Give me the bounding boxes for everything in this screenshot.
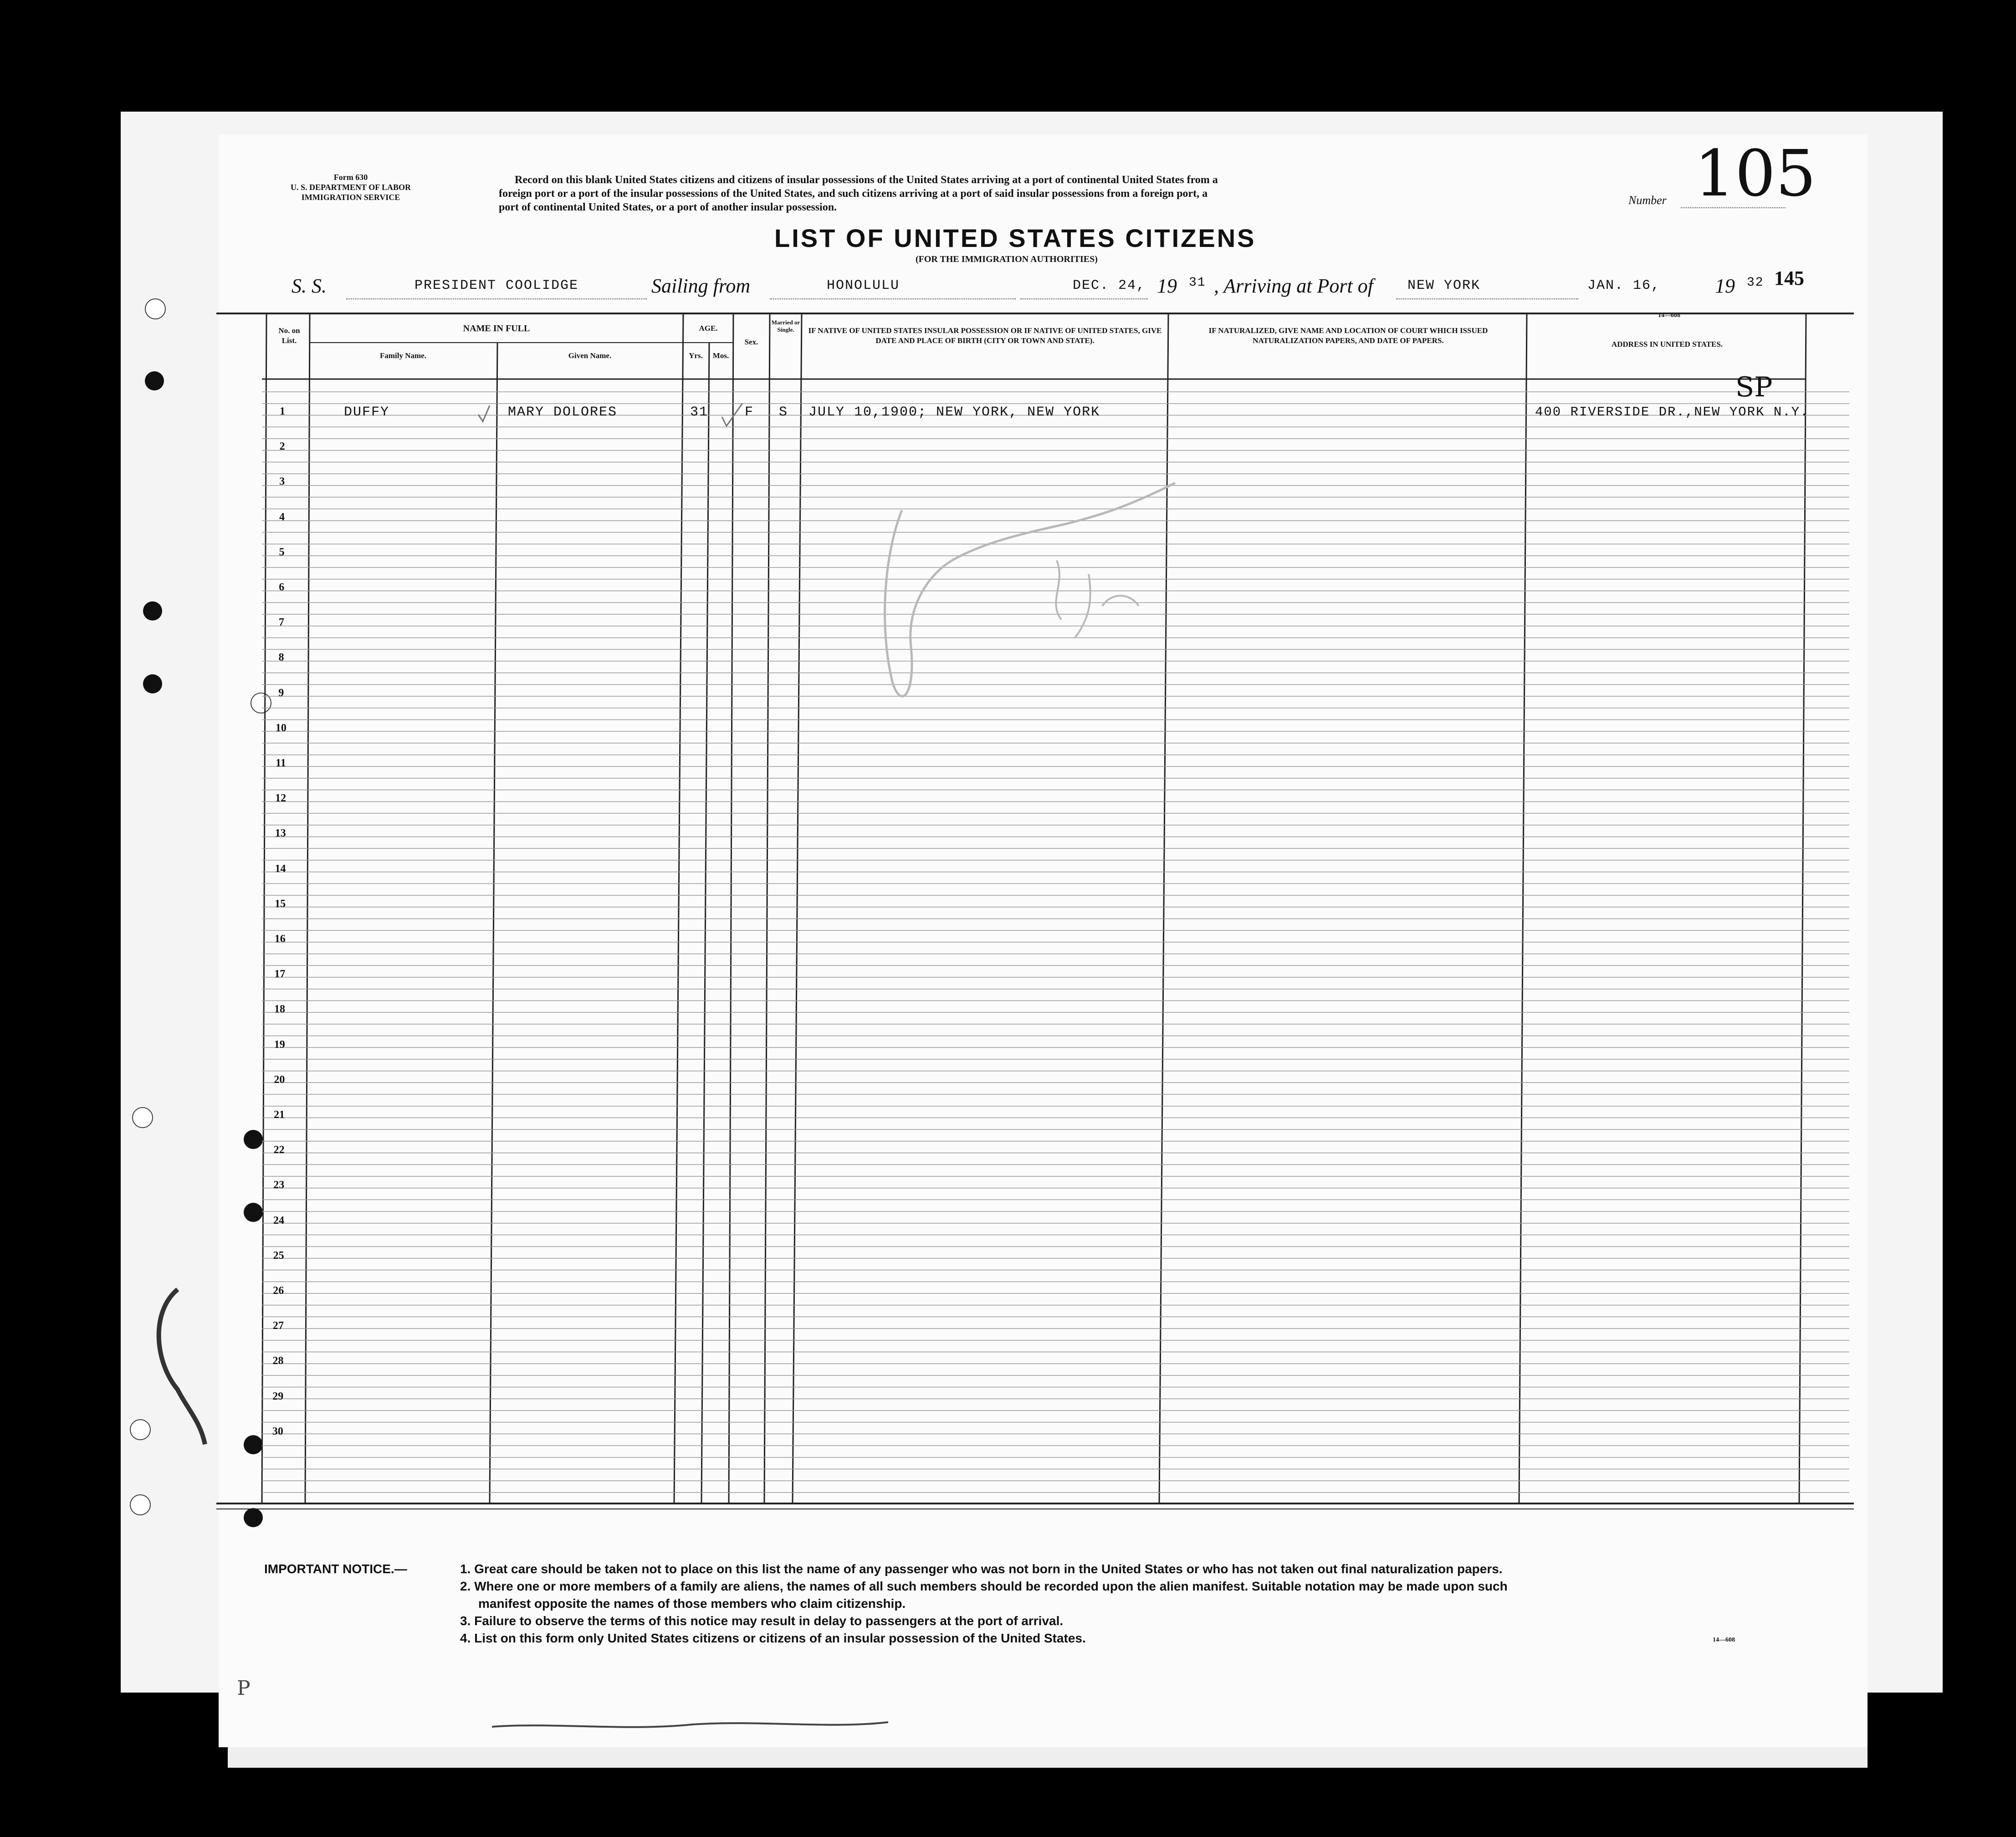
notice-heading: IMPORTANT NOTICE.— [264,1562,407,1576]
row-number: 21 [274,1109,285,1121]
ss-label: S. S. [292,275,327,297]
record-instructions-line-2: foreign port or a port of the insular possessions of the United States, and such citizens arriving at a port of said insular possessions from a foreign port, a [499,188,1208,200]
arrival-date: JAN. 16, [1587,278,1661,293]
row-number: 26 [273,1285,284,1297]
arrival-year-prefix: 19 [1715,275,1735,297]
row-number: 17 [274,968,286,980]
row-number: 4 [279,511,285,523]
list-number: 105 [1694,137,1816,211]
departure-port: HONOLULU [827,278,900,293]
row-1-address: 400 RIVERSIDE DR.,NEW YORK N.Y. [1535,405,1809,420]
row-number: 10 [275,722,287,734]
notice-item-4: 4. List on this form only United States citizens or citizens of an insular possession of the United States. [460,1631,1086,1645]
row-number: 13 [275,827,286,840]
notice-item-3: 3. Failure to observe the terms of this notice may result in delay to passengers at the port of arrival. [460,1614,1064,1628]
sailing-from-label: Sailing from [651,275,751,297]
row-number: 20 [274,1073,285,1086]
col-header-yrs: Yrs. [689,351,703,360]
notice-printing-code: 14—608 [1713,1637,1735,1643]
arrival-year: 32 [1747,276,1764,290]
row-number: 12 [275,792,287,805]
page-number: 145 [1774,267,1804,289]
bottom-left-mark: P [237,1677,251,1700]
arrival-port: NEW YORK [1407,278,1481,293]
sailing-year-prefix: 19 [1157,275,1177,297]
row-1-family-name: DUFFY [344,405,390,420]
notice-item-1: 1. Great care should be taken not to place on this list the name of any passenger who was not born in the United States or who has not taken out final naturalization papers. [460,1562,1503,1576]
col-header-birth: IF NATIVE OF UNITED STATES INSULAR POSSESSION OR IF NATIVE OF UNITED STATES, GIVE DATE AND PLACE OF BIRTH (CITY OR TOWN AND STATE). [808,326,1162,345]
record-instructions-line-1: Record on this blank United States citizens and citizens of insular possessions of the United States arriving at a port of continental United States from a [515,174,1218,186]
printing-code: 14—608 [1658,312,1680,319]
row-number: 16 [274,933,286,945]
row-number: 18 [274,1003,286,1016]
strike-through-handwriting [487,1713,897,1740]
form-title: LIST OF UNITED STATES CITIZENS [774,224,1256,252]
col-header-no: No. on List. [278,326,300,345]
row-1-sex: F [745,405,754,420]
notice-item-2: 2. Where one or more members of a family are aliens, the names of all such members should be recorded upon the alien manifest. Suitable notation may be made upon such [460,1579,1508,1593]
row-number: 25 [273,1249,284,1262]
pencil-scribble [875,456,1221,775]
staple-tear [150,1271,223,1481]
row-number: 9 [278,687,284,699]
row-number: 2 [279,441,285,453]
row-number: 15 [275,898,286,910]
service-name: IMMIGRATION SERVICE [301,193,400,202]
form-subtitle: (FOR THE IMMIGRATION AUTHORITIES) [916,254,1098,264]
row-number: 1 [280,405,285,417]
col-header-married: Married or Single. [771,319,800,333]
department-name: U. S. DEPARTMENT OF LABOR [290,183,411,192]
check-marks [469,401,2016,674]
form-number: Form 630 [333,173,368,182]
row-number: 5 [279,546,285,558]
row-number: 11 [276,757,286,769]
col-header-mos: Mos. [712,351,729,360]
number-label: Number [1628,194,1667,207]
row-1-age-years: 31 [690,405,709,420]
row-number: 22 [273,1144,285,1156]
record-instructions-line-3: port of continental United States, or a port of another insular possession. [499,201,837,213]
sailing-date: DEC. 24, [1073,278,1146,293]
row-1-given-name: MARY DOLORES [508,405,618,420]
row-number: 14 [275,862,286,875]
row-number: 29 [272,1390,284,1402]
row-number: 24 [273,1214,284,1226]
notice-item-2-continued: manifest opposite the names of those members who claim citizenship. [478,1596,906,1611]
col-header-sex: Sex. [744,338,758,346]
col-header-naturalized: IF NATURALIZED, GIVE NAME AND LOCATION OF COURT WHICH ISSUED NATURALIZATION PAPERS, AND DATE OF PAPERS. [1208,326,1488,345]
row-1-birth-date-place: JULY 10,1900; NEW YORK, NEW YORK [808,405,1100,420]
row-1-marital-status: S [779,405,788,420]
row-number: 23 [273,1179,285,1191]
arriving-label: , Arriving at Port of [1214,275,1373,297]
ship-name: PRESIDENT COOLIDGE [414,278,579,293]
row-number: 7 [278,616,284,629]
col-header-family-name: Family Name. [380,351,426,360]
margin-annotation: SP [1735,371,1773,403]
row-number: 6 [279,581,285,593]
row-number: 27 [272,1320,284,1332]
col-header-given-name: Given Name. [568,351,612,360]
row-number: 28 [272,1355,284,1367]
col-header-age: AGE. [699,324,718,333]
row-number: 8 [278,652,284,664]
col-header-address: ADDRESS IN UNITED STATES. [1611,340,1723,349]
row-number: 30 [272,1425,283,1437]
row-number: 3 [279,476,285,488]
col-header-name-in-full: NAME IN FULL [463,323,530,334]
sailing-year: 31 [1189,276,1206,290]
row-number: 19 [274,1038,285,1051]
